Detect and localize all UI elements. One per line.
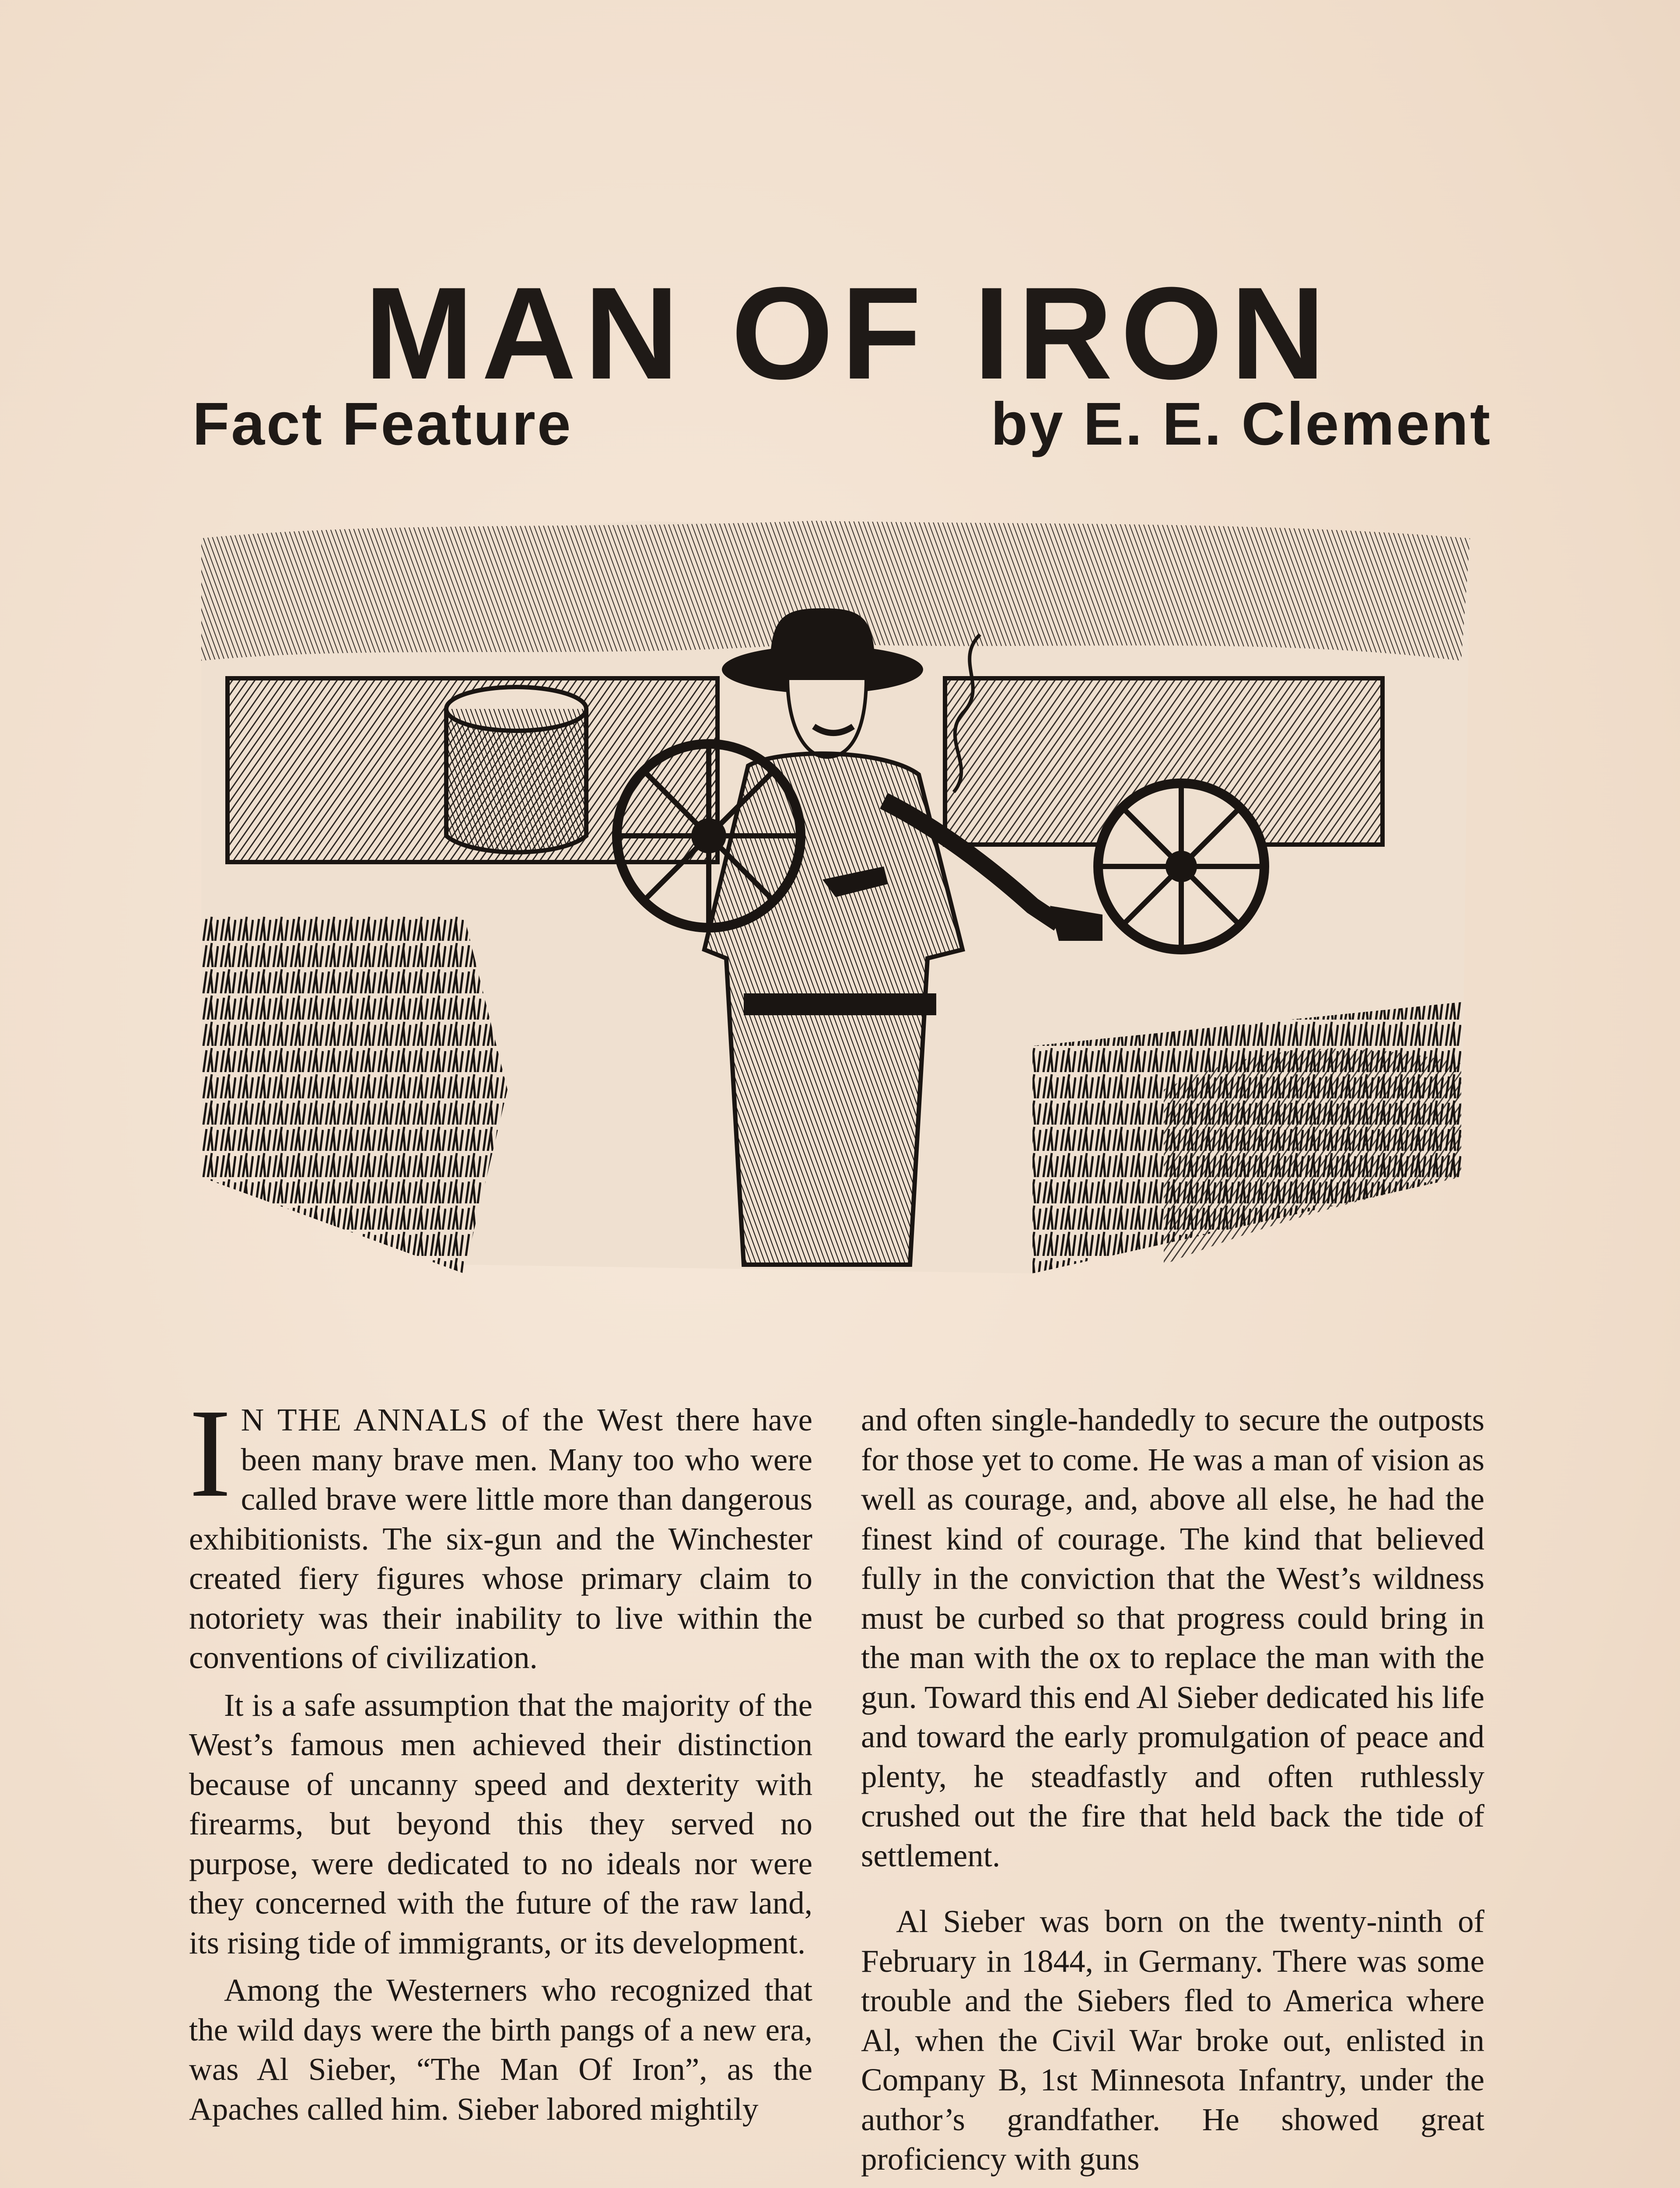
paragraph-text: there have been many brave men. Many too who were called brave were little more than dangerous exhibitionists. The six-gun and the Winchester created fiery figures whose primary claim to notoriety was their inability to live within the conventions of civilization. (189, 1402, 812, 1675)
paragraph (189, 1383, 812, 1678)
paragraph: Among the Westerners who recognized that the wild days were the birth pangs of a new era, was Al Sieber, “The Man Of Iron”, as the Apaches called him. Sieber labored mightily (189, 1972, 812, 2127)
drop-cap: I (189, 1383, 231, 1523)
right-column (861, 1400, 1484, 2179)
article-title: MAN OF IRON (364, 259, 1334, 407)
gunman-wagon-illustration (201, 521, 1470, 1273)
lead-in: N THE ANNALS of the West (241, 1402, 664, 1438)
article-category: Fact Feature (192, 390, 573, 458)
left-column (189, 1383, 812, 2129)
paragraph: Al Sieber was born on the twenty-ninth of February in 1844, in Germany. There was some trouble and the Siebers fled to America where Al, when the Civil War broke out, enlisted in Company B, 1st Minnesota Infantry, under the author’s grandfather. He showed great proficiency with guns (861, 1904, 1484, 2177)
article-byline: by E. E. Clement (990, 390, 1492, 458)
paragraph: It is a safe assumption that the majority of the West’s famous men achieved their distinction because of uncanny speed and dexterity with firearms, but beyond this they served no purpose, were dedicated to no ideals nor were they concerned with the future of the raw land, its rising tide of immigrants, or its development. (189, 1687, 812, 1960)
paragraph: and often single-handedly to secure the outposts for those yet to come. He was a man of vision as well as courage, and, above all else, he had the finest kind of courage. The kind that believed fully in the conviction that the West’s wildness must be curbed so that progress could bring in the man with the ox to replace the man with the gun. Toward this end Al Sieber dedicated his life and toward the early promulgation of peace and plenty, he steadfastly and often ruthlessly crushed out the fire that held back the tide of settlement. (861, 1402, 1484, 1873)
